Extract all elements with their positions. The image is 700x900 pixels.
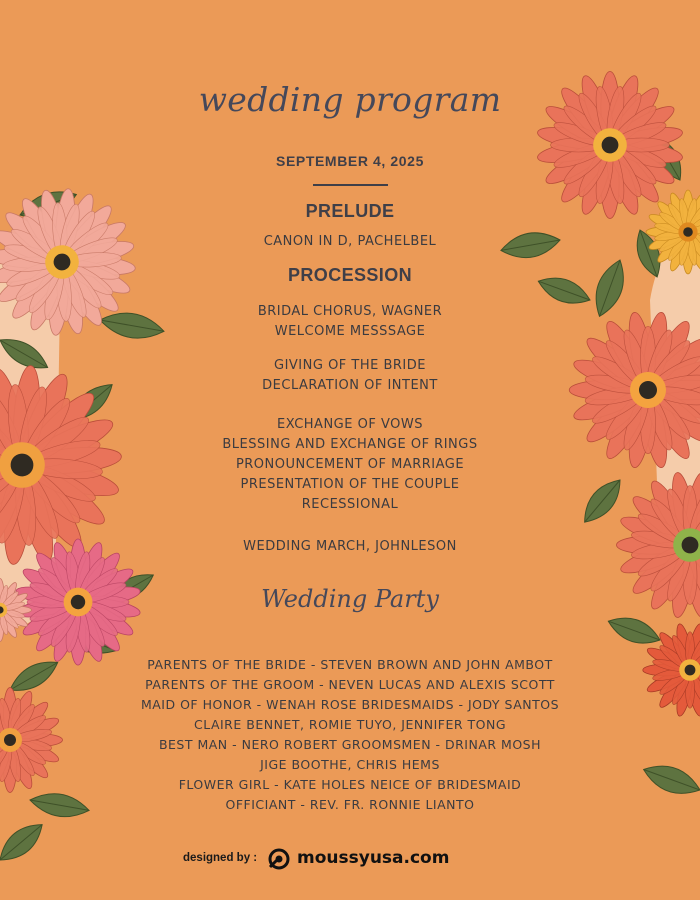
credit-site[interactable]: moussyusa.com: [297, 848, 450, 868]
procession-item: WELCOME MESSSAGE: [274, 324, 426, 339]
credit-label: designed by :: [183, 852, 258, 864]
moussyusa-logo-icon: [267, 848, 291, 870]
title-divider: [313, 184, 388, 186]
program-title: wedding program: [198, 80, 502, 119]
leaf: [605, 611, 664, 650]
wedding-party-heading: Wedding Party: [261, 585, 439, 613]
wedding-party-line: MAID OF HONOR - WENAH ROSE BRIDESMAIDS - JODY SANTOS: [140, 697, 560, 712]
procession-item: PRESENTATION OF THE COUPLE: [240, 477, 460, 492]
procession-item: RECESSIONAL: [301, 497, 399, 512]
procession-item: BLESSING AND EXCHANGE OF RINGS: [222, 437, 478, 452]
wedding-party-line: BEST MAN - NERO ROBERT GROOMSMEN - DRINAR MOSH: [158, 737, 542, 752]
prelude-heading: PRELUDE: [305, 201, 395, 221]
wedding-party-line: JIGE BOOTHE, CHRIS HEMS: [260, 757, 440, 772]
wedding-party-line: PARENTS OF THE BRIDE - STEVEN BROWN AND JOHN AMBOT: [147, 657, 553, 672]
wedding-party-line: PARENTS OF THE GROOM - NEVEN LUCAS AND ALEXIS SCOTT: [145, 677, 555, 692]
wedding-party-line: FLOWER GIRL - KATE HOLES NEICE OF BRIDESMAID: [178, 777, 522, 792]
wedding-party-line: OFFICIANT - REV. FR. RONNIE LIANTO: [225, 797, 475, 812]
procession-item: WEDDING MARCH, JOHNLESON: [243, 539, 457, 554]
procession-item: BRIDAL CHORUS, WAGNER: [257, 304, 443, 319]
procession-item: PRONOUNCEMENT OF MARRIAGE: [235, 457, 465, 472]
procession-heading: PROCESSION: [287, 265, 413, 285]
procession-item: EXCHANGE OF VOWS: [277, 417, 423, 432]
leaf: [0, 816, 49, 868]
procession-item: DECLARATION OF INTENT: [262, 378, 438, 393]
prelude-item: CANON IN D, PACHELBEL: [263, 234, 437, 249]
wedding-date: SEPTEMBER 4, 2025: [276, 153, 424, 169]
procession-item: GIVING OF THE BRIDE: [274, 358, 426, 373]
wedding-party-line: CLAIRE BENNET, ROMIE TUYO, JENNIFER TONG: [193, 717, 507, 732]
